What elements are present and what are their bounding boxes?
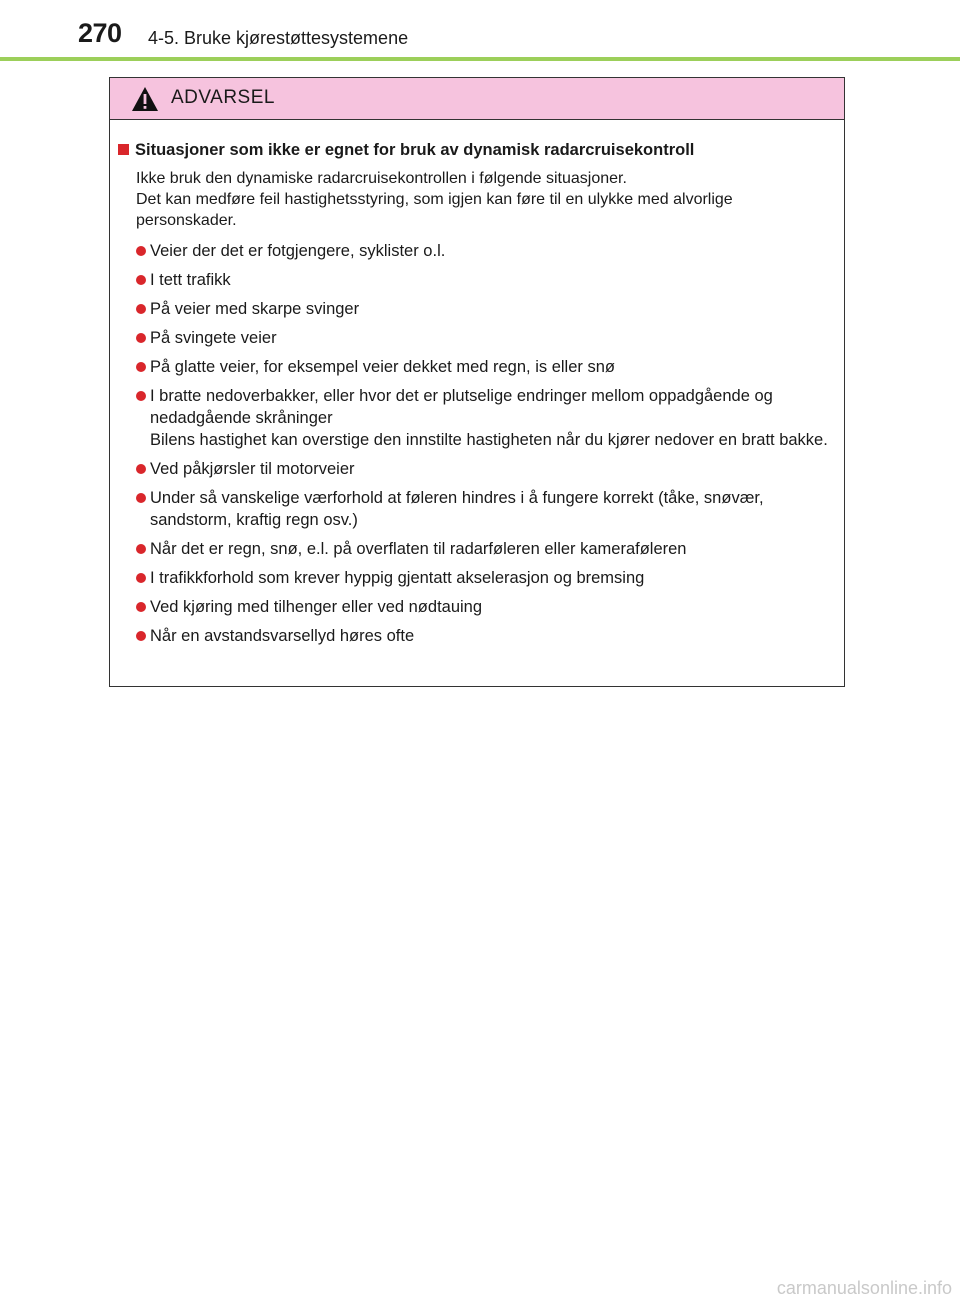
list-item-text bbox=[150, 385, 836, 451]
list-item-text bbox=[150, 567, 836, 589]
list-item-text bbox=[150, 240, 836, 262]
list-item bbox=[136, 487, 836, 531]
list-item bbox=[136, 327, 836, 349]
list-item-line: I tett trafikk bbox=[150, 271, 231, 289]
bullet-dot-icon bbox=[136, 275, 146, 285]
list-item-line: Når en avstandsvarsellyd høres ofte bbox=[150, 627, 415, 645]
warning-heading-text: Situasjoner som ikke er egnet for bruk av dynamisk radarcruisekontroll bbox=[135, 141, 695, 159]
bullet-dot-icon bbox=[136, 573, 146, 583]
bullet-dot-icon bbox=[136, 246, 146, 256]
list-item-line: Ved påkjørsler til motorveier bbox=[150, 460, 355, 478]
bullet-dot-icon bbox=[136, 631, 146, 641]
list-item-text bbox=[150, 327, 836, 349]
square-bullet-icon bbox=[118, 144, 129, 155]
list-item-line: På svingete veier bbox=[150, 329, 277, 347]
list-item-text bbox=[150, 538, 836, 560]
header-rule bbox=[0, 57, 960, 61]
page-number: 270 bbox=[78, 18, 122, 48]
bullet-dot-icon bbox=[136, 304, 146, 314]
list-item-text bbox=[150, 298, 836, 320]
list-item bbox=[136, 567, 836, 589]
bullet-dot-icon bbox=[136, 493, 146, 503]
list-item-text bbox=[150, 625, 836, 647]
section-title: 4-5. Bruke kjørestøttesystemene bbox=[148, 28, 409, 48]
bullet-dot-icon bbox=[136, 602, 146, 612]
list-item-text bbox=[150, 458, 836, 480]
list-item-line: I trafikkforhold som krever hyppig gjentatt akselerasjon og bremsing bbox=[150, 569, 645, 587]
list-item bbox=[136, 356, 836, 378]
situation-list bbox=[136, 240, 836, 647]
intro-line: Ikke bruk den dynamiske radarcruisekontrollen i følgende situasjoner. bbox=[136, 170, 627, 187]
list-item bbox=[136, 269, 836, 291]
list-item bbox=[136, 385, 836, 451]
list-item bbox=[136, 458, 836, 480]
warning-intro bbox=[136, 168, 836, 231]
list-item bbox=[136, 538, 836, 560]
warning-header bbox=[110, 78, 844, 120]
list-item-line: Bilens hastighet kan overstige den innstilte hastigheten når du kjører nedover en bratt bakke. bbox=[150, 431, 828, 449]
list-item-line: I bratte nedoverbakker, eller hvor det er plutselige endringer mellom oppadgående og nedadgående skråninger bbox=[150, 387, 773, 427]
bullet-dot-icon bbox=[136, 362, 146, 372]
warning-label: ADVARSEL bbox=[171, 87, 275, 108]
warning-heading bbox=[118, 138, 836, 162]
list-item-line: Veier der det er fotgjengere, syklister o.l. bbox=[150, 242, 446, 260]
warning-box bbox=[109, 77, 845, 687]
list-item-line: På glatte veier, for eksempel veier dekket med regn, is eller snø bbox=[150, 358, 615, 376]
page-header bbox=[0, 0, 960, 62]
list-item bbox=[136, 240, 836, 262]
list-item-text bbox=[150, 596, 836, 618]
watermark: carmanualsonline.info bbox=[776, 1278, 952, 1298]
list-item-text bbox=[150, 356, 836, 378]
warning-triangle-icon bbox=[131, 86, 159, 112]
bullet-dot-icon bbox=[136, 544, 146, 554]
list-item-line: Når det er regn, snø, e.l. på overflaten til radarføleren eller kameraføleren bbox=[150, 540, 687, 558]
bullet-dot-icon bbox=[136, 464, 146, 474]
warning-body bbox=[110, 120, 844, 647]
intro-line: Det kan medføre feil hastighetsstyring, som igjen kan føre til en ulykke med alvorlige personskader. bbox=[136, 191, 733, 229]
list-item bbox=[136, 625, 836, 647]
list-item-line: Under så vanskelige værforhold at føleren hindres i å fungere korrekt (tåke, snøvær, sandstorm, kraftig regn osv.) bbox=[150, 489, 764, 529]
list-item-line: Ved kjøring med tilhenger eller ved nødtauing bbox=[150, 598, 483, 616]
list-item bbox=[136, 298, 836, 320]
list-item-line: På veier med skarpe svinger bbox=[150, 300, 360, 318]
list-item bbox=[136, 596, 836, 618]
bullet-dot-icon bbox=[136, 391, 146, 401]
list-item-text bbox=[150, 269, 836, 291]
bullet-dot-icon bbox=[136, 333, 146, 343]
list-item-text bbox=[150, 487, 836, 531]
